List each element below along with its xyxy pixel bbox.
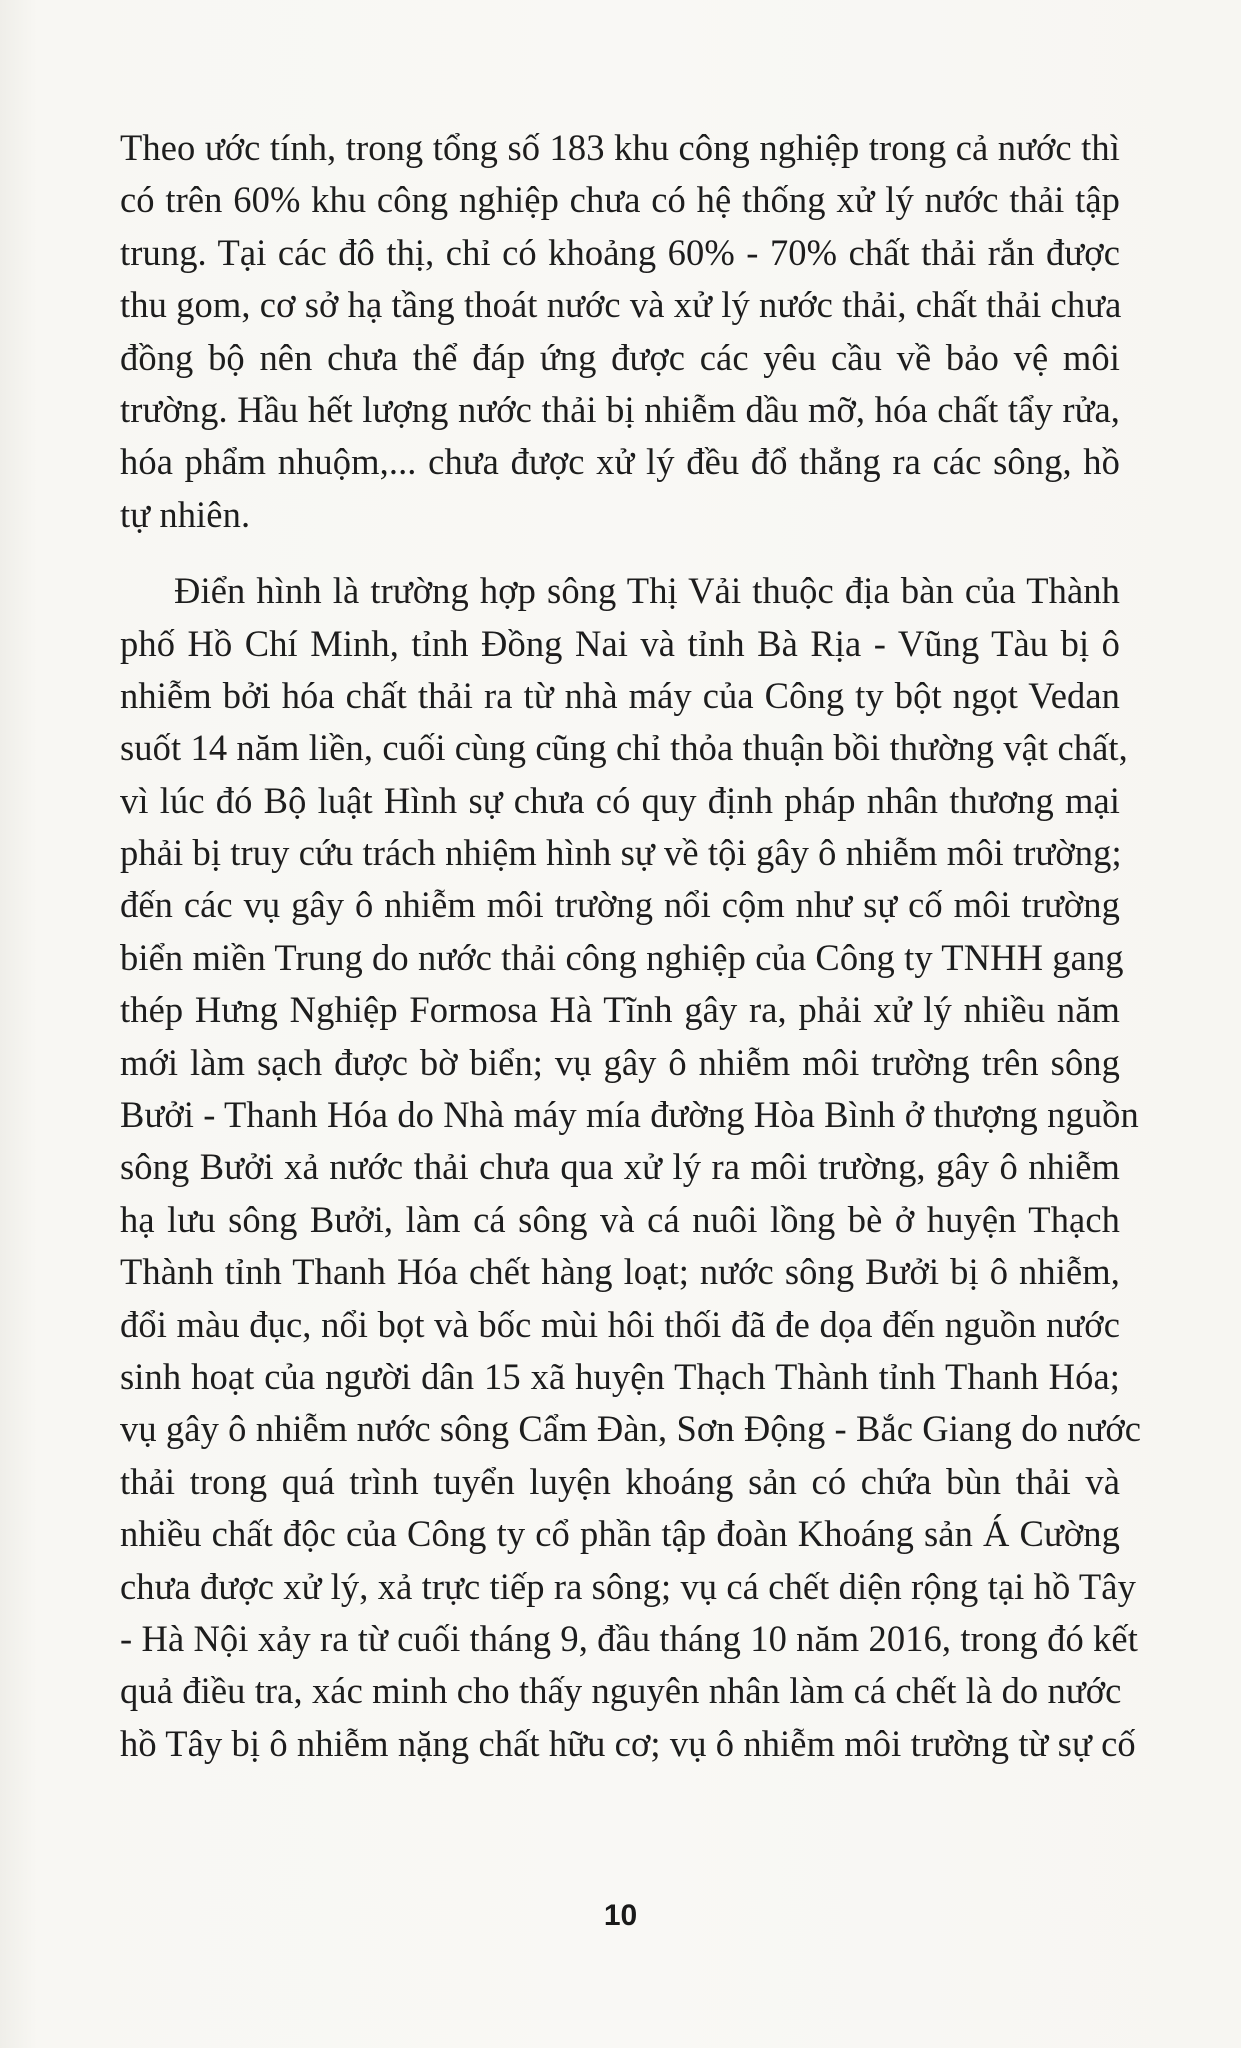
text-line: trường. Hầu hết lượng nước thải bị nhiễm dầu mỡ, hóa chất tẩy rửa, (120, 388, 1120, 430)
text-line: phải bị truy cứu trách nhiệm hình sự về tội gây ô nhiễm môi trường; (120, 832, 1122, 874)
text-line: Điển hình là trường hợp sông Thị Vải thuộc địa bàn của Thành (174, 570, 1120, 612)
text-line: quả điều tra, xác minh cho thấy nguyên nhân làm cá chết là do nước (120, 1670, 1122, 1712)
text-line: - Hà Nội xảy ra từ cuối tháng 9, đầu tháng 10 năm 2016, trong đó kết (120, 1617, 1138, 1659)
text-line: Bưởi - Thanh Hóa do Nhà máy mía đường Hòa Bình ở thượng nguồn (120, 1094, 1139, 1136)
text-line: thép Hưng Nghiệp Formosa Hà Tĩnh gây ra, phải xử lý nhiều năm (120, 989, 1120, 1031)
text-line: vụ gây ô nhiễm nước sông Cẩm Đàn, Sơn Động - Bắc Giang do nước (120, 1408, 1142, 1450)
text-line: đổi màu đục, nổi bọt và bốc mùi hôi thối đã đe dọa đến nguồn nước (120, 1303, 1120, 1345)
text-line: sông Bưởi xả nước thải chưa qua xử lý ra môi trường, gây ô nhiễm (120, 1146, 1120, 1188)
text-line: thải trong quá trình tuyển luyện khoáng sản có chứa bùn thải và (120, 1460, 1120, 1502)
text-line: sinh hoạt của người dân 15 xã huyện Thạch Thành tỉnh Thanh Hóa; (120, 1355, 1120, 1397)
body-text (120, 122, 1142, 1770)
text-line: mới làm sạch được bờ biển; vụ gây ô nhiễm môi trường trên sông (120, 1041, 1120, 1083)
text-line: suốt 14 năm liền, cuối cùng cũng chỉ thỏa thuận bồi thường vật chất, (120, 727, 1128, 769)
text-line: vì lúc đó Bộ luật Hình sự chưa có quy định pháp nhân thương mại (120, 779, 1120, 821)
text-line: Thành tỉnh Thanh Hóa chết hàng loạt; nước sông Bưởi bị ô nhiễm, (120, 1251, 1120, 1293)
text-line: hạ lưu sông Bưởi, làm cá sông và cá nuôi lồng bè ở huyện Thạch (120, 1198, 1120, 1240)
text-line: trung. Tại các đô thị, chỉ có khoảng 60% - 70% chất thải rắn được (120, 231, 1120, 273)
paragraph-1 (120, 122, 1120, 541)
text-line: tự nhiên. (120, 493, 251, 535)
text-line: phố Hồ Chí Minh, tỉnh Đồng Nai và tỉnh Bà Rịa - Vũng Tàu bị ô (120, 622, 1120, 664)
text-line: biển miền Trung do nước thải công nghiệp của Công ty TNHH gang (120, 936, 1124, 978)
paragraph-2 (120, 565, 1142, 1770)
text-line: đồng bộ nên chưa thể đáp ứng được các yêu cầu về bảo vệ môi (120, 336, 1120, 378)
text-line: nhiễm bởi hóa chất thải ra từ nhà máy của Công ty bột ngọt Vedan (120, 674, 1120, 716)
text-line: thu gom, cơ sở hạ tầng thoát nước và xử lý nước thải, chất thải chưa (120, 284, 1122, 326)
text-line: nhiều chất độc của Công ty cổ phần tập đoàn Khoáng sản Á Cường (120, 1513, 1120, 1555)
text-line: Theo ước tính, trong tổng số 183 khu công nghiệp trong cả nước thì (120, 127, 1120, 168)
page-number: 10 (603, 1899, 638, 1932)
text-line: hồ Tây bị ô nhiễm nặng chất hữu cơ; vụ ô nhiễm môi trường từ sự cố (120, 1722, 1136, 1764)
text-line: hóa phẩm nhuộm,... chưa được xử lý đều đổ thẳng ra các sông, hồ (120, 441, 1120, 483)
paragraph-gap (120, 541, 1120, 565)
text-line: có trên 60% khu công nghiệp chưa có hệ thống xử lý nước thải tập (120, 179, 1120, 221)
text-line: chưa được xử lý, xả trực tiếp ra sông; vụ cá chết diện rộng tại hồ Tây (120, 1565, 1136, 1607)
text-line: đến các vụ gây ô nhiễm môi trường nổi cộm như sự cố môi trường (120, 884, 1120, 926)
